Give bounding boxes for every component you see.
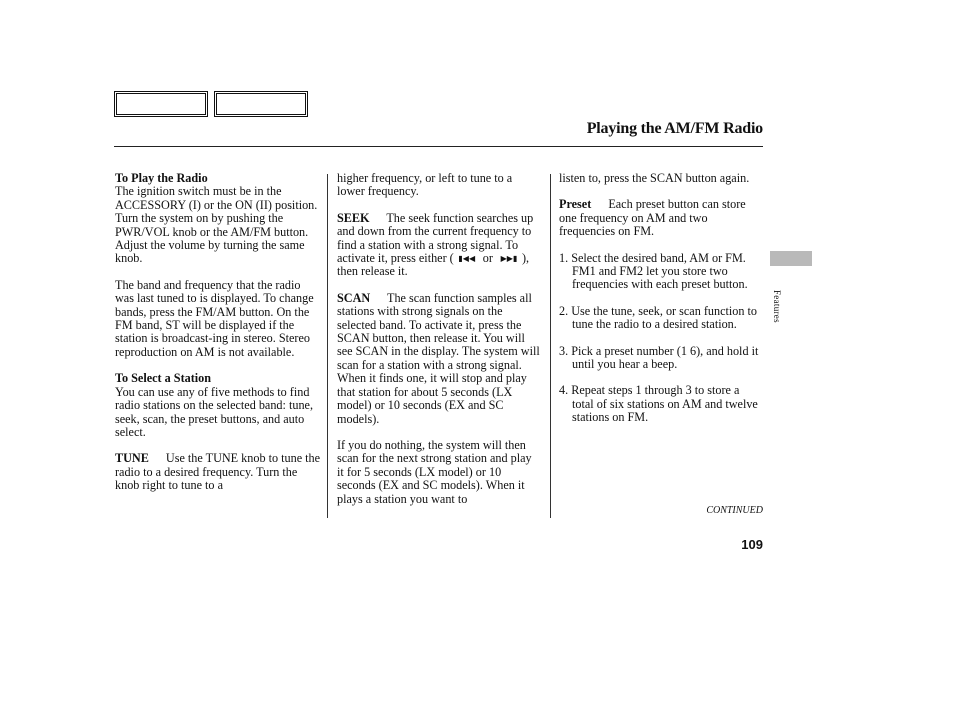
column-divider-2 [550,174,551,518]
scan-text: The scan function samples all stations with strong signals on the selected band. To activate it, press the SCAN button, then release it. You will see SCAN in the display. The system will scan for a station with a strong signal. When it finds one, it will stop and play that station for about 5 seconds (LX model) or 10 seconds (EX and SC models). [337,290,540,426]
page-title: Playing the AM/FM Radio [586,120,763,137]
list-item: 2. Use the tune, seek, or scan function to tune the radio to a desired station. [559,303,757,332]
nav-box-left [114,91,208,117]
select-text: You can use any of five methods to find radio stations on the selected band: tune, seek, scan, the preset buttons, and auto select. [115,384,313,439]
column-3 [559,172,763,438]
select-heading: To Select a Station [115,371,212,386]
scan-section [337,292,541,426]
list-item: 4. Repeat steps 1 through 3 to store a total of six stations on AM and twelve stations on FM. [559,383,758,425]
tune-label: TUNE [115,451,149,466]
preset-label: Preset [559,197,592,212]
list-item: 3. Pick a preset number (1 6), and hold it until you hear a beep. [559,343,759,372]
play-heading: To Play the Radio [115,171,208,185]
preset-text: Each preset button can store one frequency on AM and two frequencies on FM. [559,197,746,239]
seek-or: or [482,251,493,266]
tune-text: Use the TUNE knob to tune the radio to a desired frequency. Turn the knob right to tune to a [115,451,321,493]
section-tab [770,251,812,266]
scan-label: SCAN [337,290,371,305]
seek-section [337,212,541,279]
page-number: 109 [741,537,763,552]
preset-steps [559,252,763,425]
seek-text-a: The seek function searches up and down from the current frequency to find a station with a strong signal. To activate it, press either ( [337,210,534,266]
band-text: The band and frequency that the radio was last tuned to is displayed. To change bands, press the FM/AM button. On the FM band, ST will be displayed if the station is broadcast-ing in stereo. Stereo reproduction on AM is not available. [115,277,314,359]
play-section [115,172,322,266]
col3-continued-text: listen to, press the SCAN button again. [559,171,750,185]
select-section [115,372,322,439]
column-1 [115,172,322,506]
nothing-text: If you do nothing, the system will then scan for the next strong station and play it for 5 seconds (LX model) or 10 seconds (EX and SC models). When it plays a station you want to [337,437,532,506]
list-item: 1. Select the desired band, AM or FM. FM1 and FM2 let you store two frequencies with each preset button. [559,250,748,292]
seek-up-icon: ▶▶▮ [500,254,518,264]
seek-text-b: ), then release it. [337,251,530,279]
column-divider-1 [327,174,328,518]
col2-continued-text: higher frequency, or left to tune to a lower frequency. [337,171,513,199]
continued-label: CONTINUED [706,505,763,516]
column-2 [337,172,541,519]
header-rule [114,146,763,147]
preset-section [559,198,763,238]
seek-down-icon: ▮◀◀ [458,254,476,264]
side-tab-label: Features [772,290,782,323]
play-text: The ignition switch must be in the ACCESSORY (I) or the ON (II) position. Turn the system on by pushing the PWR/VOL knob or the AM/FM button. Adjust the volume by turning the same knob. [115,184,318,266]
tune-section [115,452,322,492]
seek-label: SEEK [337,210,370,225]
nav-box-right [214,91,308,117]
